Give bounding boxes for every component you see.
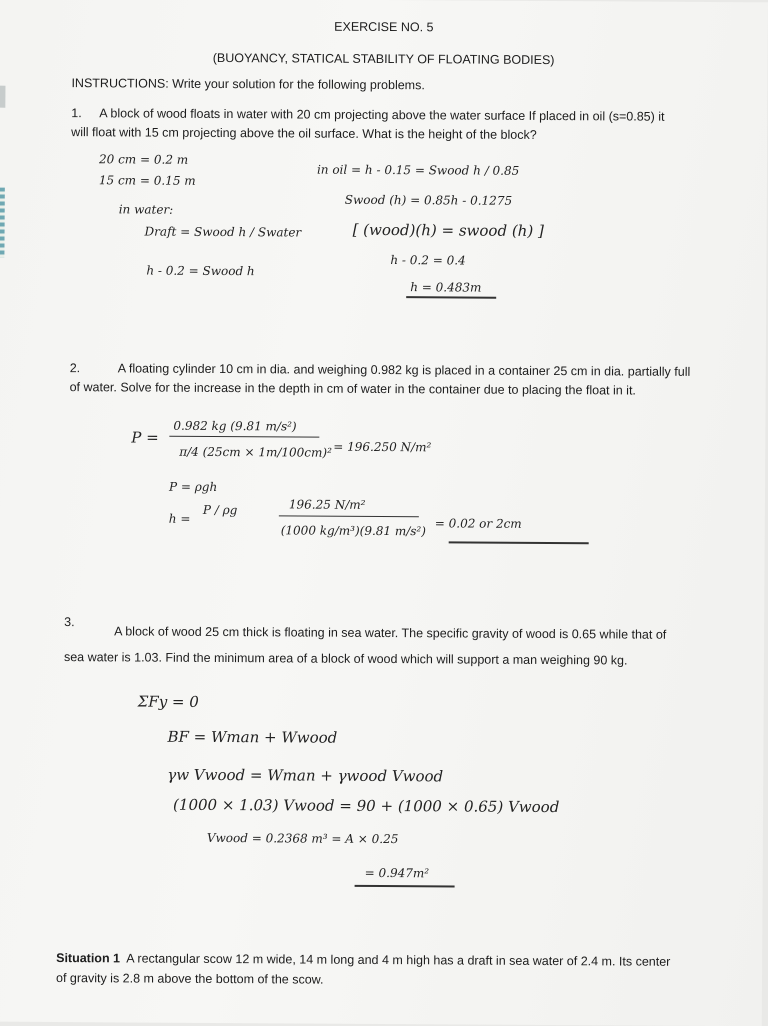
- exercise-title: EXERCISE NO. 5: [334, 19, 434, 35]
- p2-answer: = 0.02 or 2cm: [434, 516, 522, 531]
- scan-edge-mark: [0, 188, 5, 258]
- situation-1-line-2: of gravity is 2.8 m above the bottom of the scow.: [55, 971, 324, 987]
- p1-work-line: Draft = Swood h / Swater: [144, 224, 302, 240]
- situation-1-line-1: [56, 949, 670, 972]
- fraction-bar: [279, 515, 419, 517]
- p2-work-line: = 196.250 N/m²: [333, 439, 432, 455]
- problem-2-line-1: A floating cylinder 10 cm in dia. and weighing 0.982 kg is placed in a container 25 cm in dia. partially full: [117, 361, 691, 379]
- p2-work-line: P = ρgh: [168, 479, 218, 494]
- p2-work-line: P / ρg: [202, 502, 238, 518]
- problem-2-number: 2.: [69, 361, 81, 376]
- p3-work-line: BF = Wman + Wwood: [167, 727, 338, 747]
- p3-work-line: γw Vwood = Wman + γwood Vwood: [167, 765, 444, 786]
- problem-2-line-2: of water. Solve for the increase in the depth in cm of water in the container due to placing the float in it.: [69, 380, 636, 398]
- p3-work-line: ΣFy = 0: [137, 692, 199, 711]
- p2-work-line: 0.982 kg (9.81 m/s²): [173, 418, 297, 434]
- p3-work-line: Vwood = 0.2368 m³ = A × 0.25: [206, 830, 399, 847]
- p1-work-line: in oil = h - 0.15 = Swood h / 0.85: [316, 162, 520, 178]
- p2-work-line: π/4 (25cm × 1m/100cm)²: [179, 444, 332, 460]
- answer-underline: [406, 296, 496, 299]
- p2-work-line: 196.25 N/m²: [288, 497, 366, 512]
- scan-edge-mark: [0, 86, 5, 108]
- problem-3-line-1: A block of wood 25 cm thick is floating in sea water. The specific gravity of wood is 0.65 while that of: [114, 624, 667, 642]
- p1-work-line: 20 cm = 0.2 m: [98, 152, 189, 167]
- p1-work-line: [ (wood)(h) = swood (h) ]: [352, 220, 544, 240]
- exercise-subtitle: (BUOYANCY, STATICAL STABILITY OF FLOATING BODIES): [212, 50, 555, 68]
- p1-answer: h = 0.483m: [410, 280, 482, 295]
- problem-3-number: 3.: [64, 615, 75, 630]
- p1-work-line: h - 0.2 = 0.4: [390, 253, 466, 268]
- p1-work-line: in water:: [118, 202, 174, 217]
- instructions: INSTRUCTIONS: Write your solution for the following problems.: [71, 76, 425, 93]
- p2-work-line: P =: [131, 428, 159, 447]
- situation-label: Situation 1: [56, 951, 121, 966]
- p3-work-line: (1000 × 1.03) Vwood = 90 + (1000 × 0.65) Vwood: [173, 795, 560, 817]
- problem-1-number: 1.: [71, 106, 82, 121]
- p1-work-line: Swood (h) = 0.85h - 0.1275: [344, 192, 513, 208]
- problem-1-line-1: A block of wood floats in water with 20 cm projecting above the water surface If placed in oil (s=0.85) it: [99, 106, 665, 124]
- fraction-bar: [169, 436, 319, 438]
- p3-answer: = 0.947m²: [364, 865, 430, 881]
- p1-work-line: 15 cm = 0.15 m: [98, 173, 196, 188]
- p2-work-line: (1000 kg/m³)(9.81 m/s²): [280, 523, 427, 539]
- answer-underline: [449, 541, 589, 544]
- problem-1-line-2: will float with 15 cm projecting above the oil surface. What is the height of the block?: [71, 125, 537, 142]
- p1-work-line: h - 0.2 = Swood h: [146, 263, 255, 279]
- p2-work-line: h =: [168, 511, 191, 526]
- answer-underline: [355, 885, 455, 888]
- situation-text: A rectangular scow 12 m wide, 14 m long and 4 m high has a draft in sea water of 2.4 m. Its center: [126, 951, 671, 969]
- problem-3-line-2: sea water is 1.03. Find the minimum area of a block of wood which will support a man weighing 90 kg.: [63, 650, 628, 668]
